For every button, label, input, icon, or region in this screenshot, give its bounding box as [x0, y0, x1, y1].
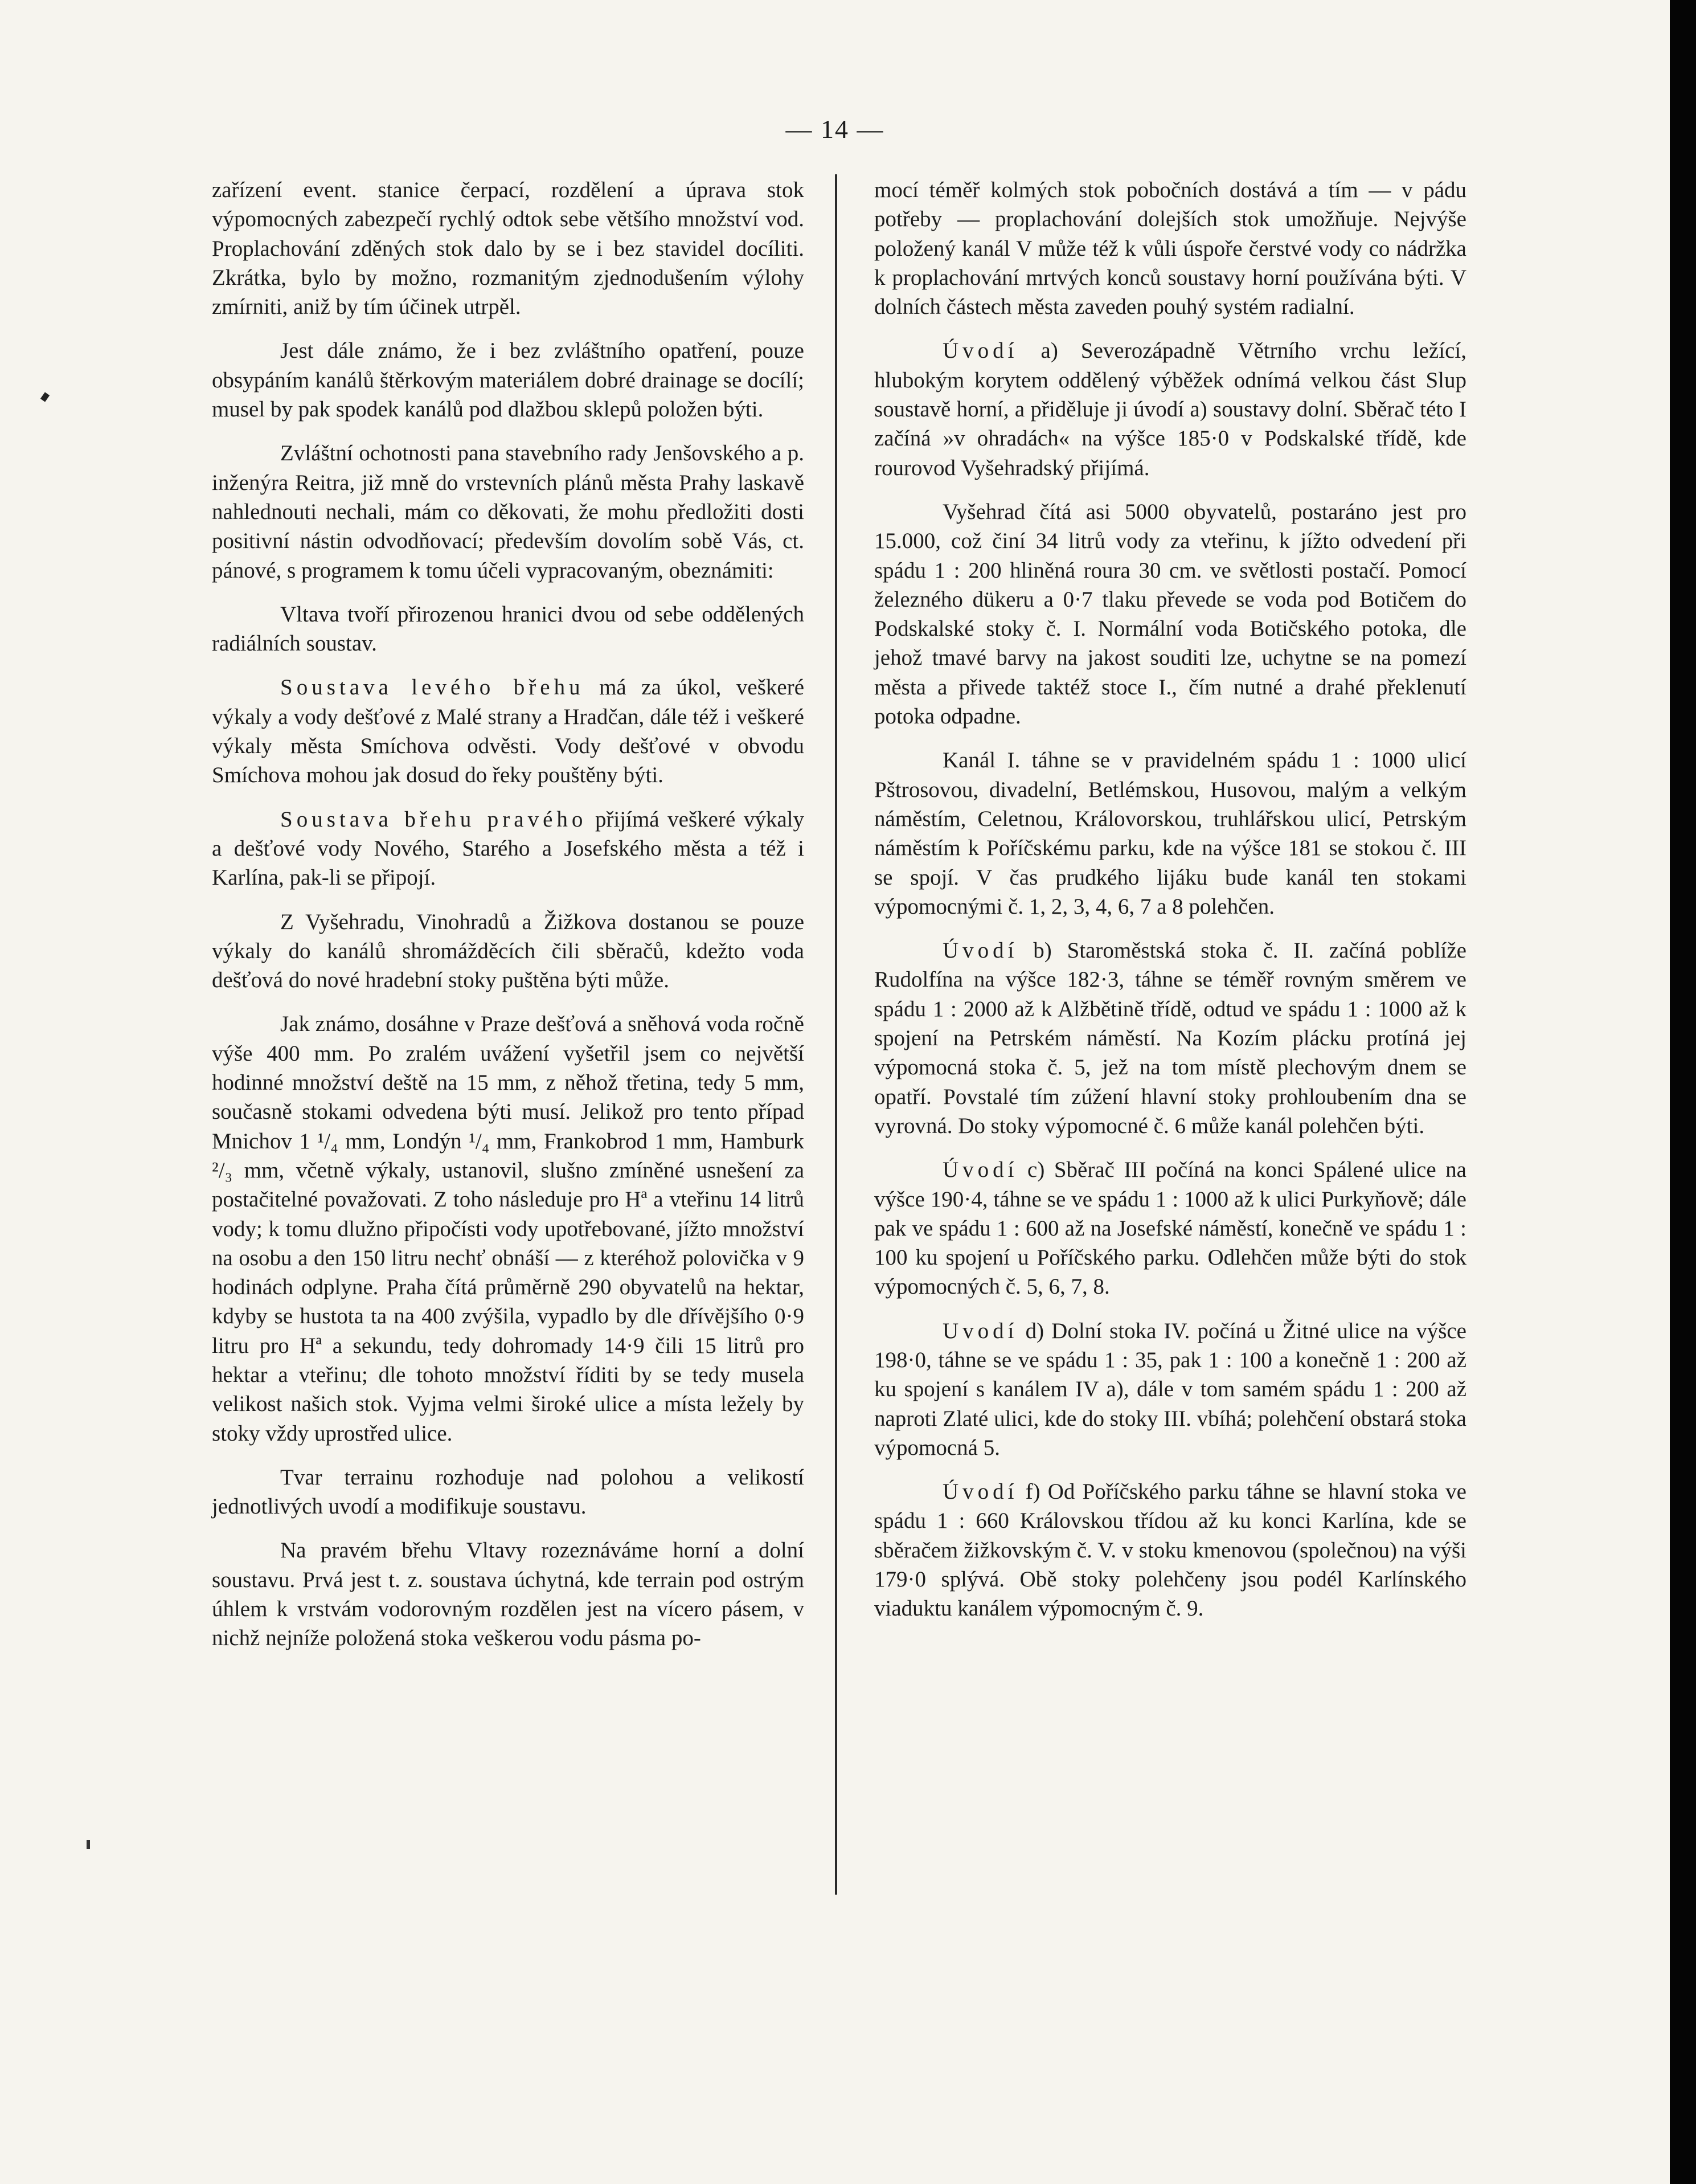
- paragraph: Úvodí f) Od Poříčského parku táhne se hlavní stoka ve spádu 1 : 660 Královskou třídou až ku konci Karlína, kde se sběračem žižkovským č. V. v stoku kmenovou (společnou) na výši 179·0 splývá. Obě stoky polehčeny jsou podél Karlínského viaduktu kanálem výpomocným č. 9.: [874, 1479, 1466, 1621]
- paragraph: mocí téměř kolmých stok pobočních dostává a tím — v pádu potřeby — proplachování dolejších stok umožňuje. Nejvýše položený kanál V může též k vůli úspoře čerstvé vody co nádržka k proplachování mrtvých konců soustavy horní používána býti. V dolních částech města zaveden pouhý systém radialní.: [874, 178, 1466, 320]
- paragraph: Tvar terrainu rozhoduje nad polohou a velikostí jednotlivých uvodí a modifikuje soustavu.: [212, 1465, 804, 1519]
- paragraph: Soustava levého břehu má za úkol, veškeré výkaly a vody dešťové z Malé strany a Hradčan, dále též i veškeré výkaly města Smíchova odvěsti. Vody dešťové v obvodu Smíchova mohou jak dosud do řeky pouštěny býti.: [212, 675, 805, 788]
- paragraph: Úvodí b) Staroměstská stoka č. II. začíná poblíže Rudolfína na výšce 182·3, táhne se téměř rovným směrem ve spádu 1 : 2000 až k Alžbětině třídě, odtud ve spádu 1 : 1000 až k spojení na Petrském náměstí. Na Kozím plácku protíná jej výpomocná stoka č. 5, jež na tom místě plechovým dnem se opatří. Povstalé tím zúžení hlavní stoky prohloubením dna se vyrovná. Do stoky výpomocné č. 6 může kanál polehčen býti.: [874, 938, 1466, 1138]
- paragraph: Uvodí d) Dolní stoka IV. počíná u Žitné ulice na výšce 198·0, táhne se ve spádu 1 : 35, pak 1 : 100 a konečně 1 : 200 až ku spojení s kanálem IV a), dále v tom samém spádu 1 : 200 až naproti Zlaté ulici, kde do stoky III. vbíhá; polehčení obstará stoka výpomocná 5.: [874, 1318, 1466, 1460]
- paragraph: Zvláštní ochotnosti pana stavebního rady Jenšovského a p. inženýra Reitra, již mně do vrstevních plánů města Prahy laskavě nahlednouti nechali, mám co děkovati, že mohu předložiti dosti positivní nástin odvodňovací; především dovolím sobě Vás, ct. pánové, s programem k tomu účeli vypracovaným, obeznámiti:: [212, 441, 804, 583]
- paragraph: Soustava břehu pravého přijímá veškeré výkaly a dešťové vody Nového, Starého a Josefského města a též i Karlína, pak-li se připojí.: [212, 807, 804, 890]
- paragraph: Úvodí a) Severozápadně Větrního vrchu ležící, hlubokým korytem oddělený výběžek odnímá velkou část Slup soustavě horní, a přiděluje ji úvodí a) soustavy dolní. Sběrač této I začíná »v ohradách« na výšce 185·0 v Podskalské třídě, kde rourovod Vyšehradský přijímá.: [874, 338, 1466, 480]
- paragraph: Na pravém břehu Vltavy rozeznáváme horní a dolní soustavu. Prvá jest t. z. soustava úchytná, kde terrain pod ostrým úhlem k vrstvám vodorovným rozdělen jest na vícero pásem, v nichž nejníže položená stoka veškerou vodu pásma po-: [212, 1538, 804, 1651]
- spaced-heading: Uvodí: [943, 1318, 1018, 1343]
- paragraph: zařízení event. stanice čerpací, rozdělení a úprava stok výpomocných zabezpečí rychlý odtok sebe většího množství vod. Proplachování zděných stok dalo by se i bez stavidel docíliti. Zkrátka, bylo by možno, rozmanitým zjednodušením výlohy zmírniti, aniž by tím účinek utrpěl.: [212, 178, 804, 320]
- scan-speck: [40, 392, 50, 402]
- paragraph: Vltava tvoří přirozenou hranici dvou od sebe oddělených radiálních soustav.: [212, 602, 804, 656]
- paragraph: Vyšehrad čítá asi 5000 obyvatelů, postaráno jest pro 15.000, což činí 34 litrů vody za vteřinu, k jížto odvedení při spádu 1 : 200 hliněná roura 30 cm. ve světlosti postačí. Pomocí železného dükeru a 0·7 tlaku převede se voda pod Botičem do Podskalské stoky č. I. Normální voda Botičského potoka, dle jehož tmavé barvy na jakost souditi lze, uchytne se na pomezí města a přivede taktéž stoce I., čím nutné a drahé překlenutí potoka odpadne.: [874, 499, 1466, 729]
- spaced-heading: Soustava břehu pravého: [280, 807, 587, 832]
- paragraph: Z Vyšehradu, Vinohradů a Žižkova dostanou se pouze výkaly do kanálů shromážděcích čili sběračů, kdežto voda dešťová do nové hradební stoky puštěna býti může.: [212, 909, 804, 993]
- paragraph: Jak známo, dosáhne v Praze dešťová a sněhová voda ročně výše 400 mm. Po zralém uvážení vyšetřil jsem co největší hodinné množství deště na 15 mm, z něhož třetina, tedy 5 mm, současně stokami odvedena býti musí. Jelikož pro tento případ Mnichov 1 ¹/₄ mm, Londýn ¹/₄ mm, Frankobrod 1 mm, Hamburk ²/₃ mm, včetně výkaly, ustanovil, slušno zmíněné usnešení za postačitelné považovati. Z toho následuje pro Hª a vteřinu 14 litrů vody; k tomu dlužno připočísti vody upotřebované, jížto množství na osobu a den 150 litru nechť obnáší — z kteréhož polovička v 9 hodinách odplyne. Praha čítá průměrně 290 obyvatelů na hektar, kdyby se hustota ta na 400 zvýšila, vypadlo by dle dřívějšího 0·9 litru pro Hª a sekundu, tedy dohromady 14·9 čili 15 litrů pro hektar a vteřinu; dle tohoto množství říditi by se tedy musela velikost našich stok. Vyjma velmi široké ulice a místa ležely by stoky vždy uprostřed ulice.: [212, 1012, 804, 1446]
- paragraph: Kanál I. táhne se v pravidelném spádu 1 : 1000 ulicí Pštrosovou, divadelní, Betlémskou, Husovou, malým a velkým náměstím, Celetnou, Královorskou, truhlářskou ulicí, Petrským náměstím k Poříčskému parku, kde na výšce 181 se stokou č. III se spojí. V čas prudkého lijáku bude kanál ten stokami výpomocnými č. 1, 2, 3, 4, 6, 7 a 8 polehčen.: [874, 748, 1466, 919]
- spaced-heading: Úvodí: [943, 1479, 1018, 1504]
- scan-speck: [87, 1840, 90, 1849]
- right-column: [874, 175, 1466, 1638]
- paragraph: Jest dále známo, že i bez zvláštního opatření, pouze obsypáním kanálů štěrkovým materiálem dobré drainage se docílí; musel by pak spodek kanálů pod dlažbou sklepů položen býti.: [212, 338, 804, 422]
- paragraph: Úvodí c) Sběrač III počíná na konci Spálené ulice na výšce 190·4, táhne se ve spádu 1 : 1000 až k ulici Purkyňově; dále pak ve spádu 1 : 600 až na Josefské náměstí, konečně ve spádu 1 : 100 ku spojení u Poříčského parku. Odlehčen může býti do stok výpomocných č. 5, 6, 7, 8.: [874, 1158, 1466, 1299]
- spaced-heading: Úvodí: [943, 1158, 1018, 1183]
- spaced-heading: Soustava levého břehu: [280, 675, 584, 700]
- spaced-heading: Úvodí: [943, 338, 1018, 363]
- left-column: [212, 175, 804, 1668]
- spaced-heading: Úvodí: [943, 938, 1018, 963]
- column-divider: [835, 174, 837, 1895]
- page-number: — 14 —: [785, 114, 884, 144]
